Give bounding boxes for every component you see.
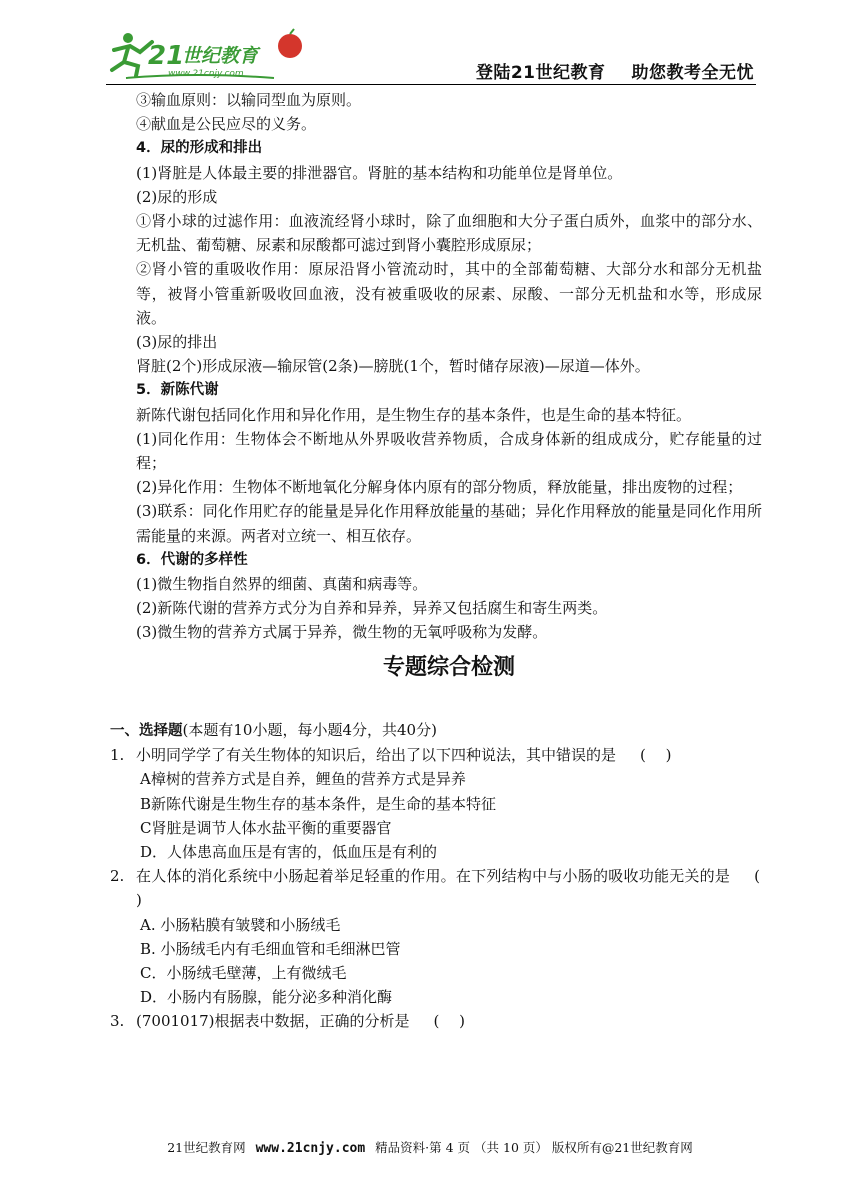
option: A樟树的营养方式是自养，鲤鱼的营养方式是异养 [140, 770, 466, 789]
question-number: 2. [110, 867, 125, 886]
question-number: 3. [110, 1012, 125, 1031]
section-label: 一、选择题 [110, 723, 183, 739]
quiz-section-label [110, 718, 760, 743]
paragraph: (1)肾脏是人体最主要的排泄器官。肾脏的基本结构和功能单位是肾单位。 [136, 163, 623, 182]
svg-text:www.21cnjy.com: www.21cnjy.com [168, 69, 244, 79]
text-line: ④献血是公民应尽的义务。 [136, 115, 317, 134]
header-slogan [476, 58, 754, 83]
section-heading: 4．尿的形成和排出 [136, 140, 263, 157]
svg-text:世纪教育: 世纪教育 [182, 45, 259, 67]
page-footer [100, 1138, 760, 1156]
question-2 [110, 864, 780, 912]
option: B新陈代谢是生物生存的基本条件，是生命的基本特征 [140, 794, 497, 813]
answer-blank: ( ) [136, 867, 780, 910]
paragraph: 新陈代谢包括同化作用和异化作用，是生物生存的基本条件，也是生命的基本特征。 [136, 405, 692, 424]
paragraph: (3)联系：同化作用贮存的能量是异化作用释放能量的基础；异化作用释放的能量是同化作用所需能量的来源。两者对立统一、相互依存。 [136, 502, 762, 545]
site-logo[interactable] [106, 28, 316, 82]
quiz-section [110, 718, 780, 1034]
option: C肾脏是调节人体水盐平衡的重要器官 [140, 818, 392, 837]
notes-section [136, 88, 762, 685]
paragraph: (2)新陈代谢的营养方式分为自养和异养，异养又包括腐生和寄生两类。 [136, 599, 608, 618]
option: B. 小肠绒毛内有毛细血管和毛细淋巴管 [140, 939, 401, 958]
answer-blank: ( ) [433, 1012, 465, 1031]
paragraph: (2)尿的形成 [136, 187, 218, 206]
option: A. 小肠粘膜有皱襞和小肠绒毛 [140, 915, 341, 934]
paragraph: (1)同化作用：生物体会不断地从外界吸收营养物质，合成身体新的组成成分，贮存能量的过程； [136, 429, 762, 473]
paragraph: 肾脏(2个)形成尿液—输尿管(2条)—膀胱(1个，暂时储存尿液)—尿道—体外。 [136, 357, 650, 376]
paragraph: (1)微生物指自然界的细菌、真菌和病毒等。 [136, 575, 428, 594]
question-stem: 小明同学学了有关生物体的知识后，给出了以下四种说法，其中错误的是 [136, 746, 617, 765]
paragraph: ②肾小管的重吸收作用：原尿沿肾小管流动时，其中的全部葡萄糖、大部分水和部分无机盐等，被肾小管重新吸收回血液，没有被重吸收的尿素、尿酸、一部分无机盐和水等，形成尿液。 [136, 260, 762, 327]
header-divider [106, 84, 756, 85]
slogan-right: 助您教考全无忧 [631, 63, 754, 83]
question-stem: 在人体的消化系统中小肠起着举足轻重的作用。在下列结构中与小肠的吸收功能无关的是 [136, 867, 731, 886]
option: D．小肠内有肠腺，能分泌多种消化酶 [140, 988, 393, 1007]
paragraph: (3)微生物的营养方式属于异养，微生物的无氧呼吸称为发酵。 [136, 623, 548, 642]
paragraph: (3)尿的排出 [136, 333, 218, 352]
text-line: ③输血原则：以输同型血为原则。 [136, 91, 362, 109]
question-1 [110, 743, 760, 767]
question-number: 1. [110, 746, 125, 765]
section-heading: 5．新陈代谢 [136, 382, 219, 399]
question-stem: (7001017)根据表中数据，正确的分析是 [136, 1012, 410, 1031]
question-text [136, 864, 780, 912]
question-3 [110, 1009, 760, 1033]
option: D．人体患高血压是有害的，低血压是有利的 [140, 843, 438, 862]
option: C．小肠绒毛壁薄，上有微绒毛 [140, 964, 347, 983]
question-text [136, 1009, 760, 1033]
page-title: 专题综合检测 [382, 654, 515, 680]
section-heading: 6．代谢的多样性 [136, 551, 248, 568]
logo-graphic [106, 28, 316, 82]
page-header [106, 28, 756, 84]
answer-blank: ( ) [640, 746, 672, 765]
slogan-left: 登陆21世纪教育 [475, 63, 606, 83]
svg-text:21: 21 [148, 41, 185, 71]
question-text [136, 743, 760, 767]
section-note: (本题有10小题，每小题4分，共40分) [182, 721, 437, 739]
footer-page-info: 精品资料·第 4 页 （共 10 页） 版权所有@21世纪教育网 [375, 1140, 693, 1155]
paragraph: ①肾小球的过滤作用：血液流经肾小球时，除了血细胞和大分子蛋白质外，血浆中的部分水、无机盐、葡萄糖、尿素和尿酸都可滤过到肾小囊腔形成原尿； [136, 212, 762, 255]
footer-site-name: 21世纪教育网 [167, 1140, 246, 1155]
paragraph: (2)异化作用：生物体不断地氧化分解身体内原有的部分物质，释放能量，排出废物的过程； [136, 478, 743, 497]
footer-url-link[interactable]: www.21cnjy.com [255, 1141, 366, 1156]
